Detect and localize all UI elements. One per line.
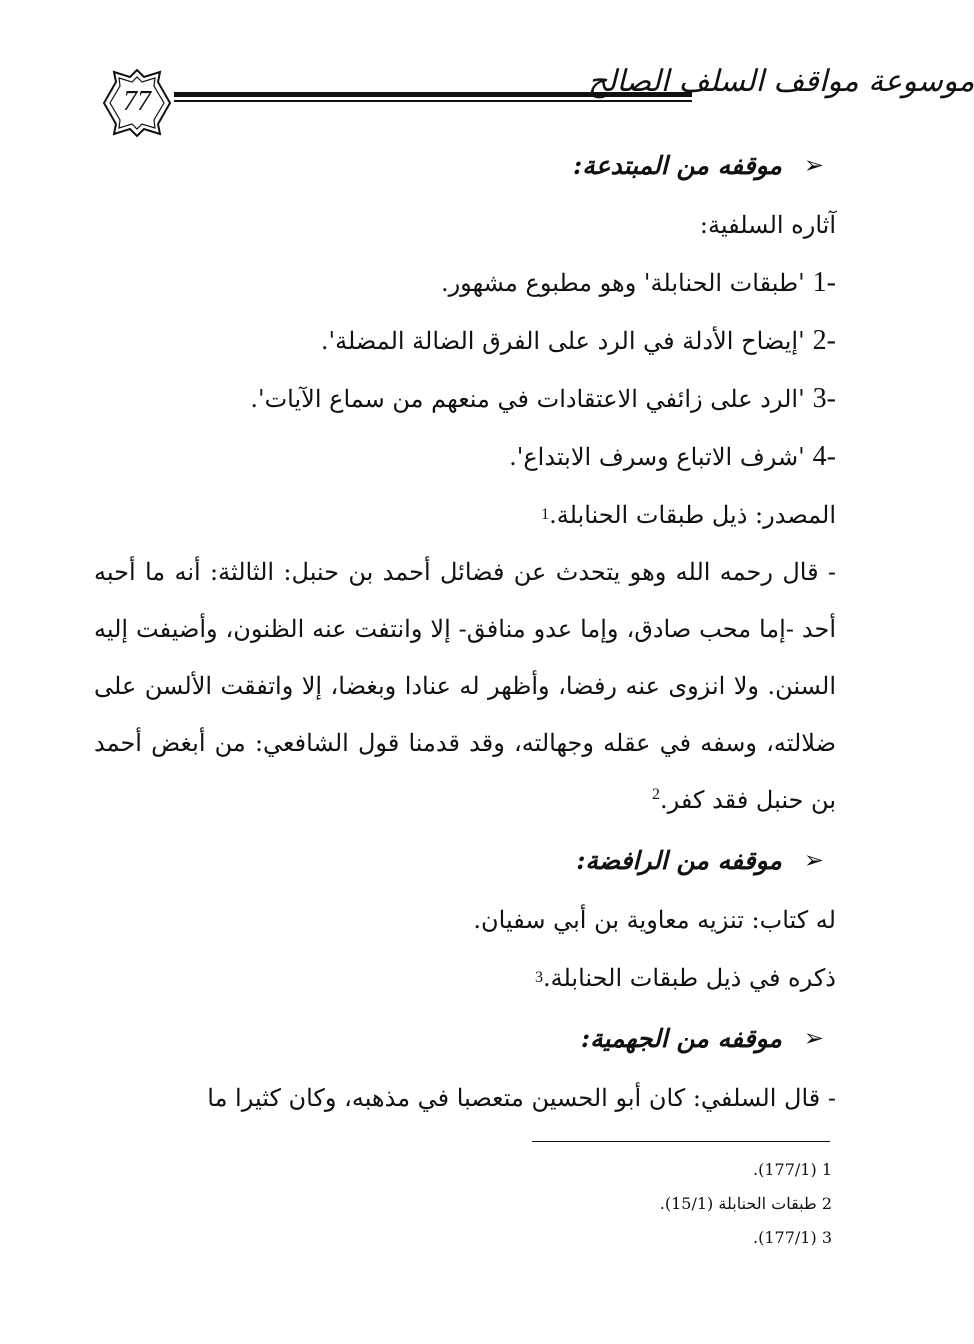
works-intro: آثاره السلفية: xyxy=(699,211,836,239)
main-text xyxy=(94,134,836,1127)
mention-line: ذكره في ذيل طبقات الحنابلة. 3 xyxy=(534,964,836,992)
section-heading-jahmiyya xyxy=(94,1007,836,1069)
footnote-2: 2 طبقات الحنابلة (15/1). xyxy=(659,1193,832,1213)
work-item-4: 4- 'شرف الاتباع وسرف الابتداع'. xyxy=(509,441,836,472)
series-title: موسوعة مواقف السلف الصالح xyxy=(588,64,974,99)
page-number: 77 xyxy=(123,86,151,117)
footnote-3: 3 (177/1). xyxy=(753,1227,832,1247)
footnote-separator xyxy=(532,1141,830,1142)
paragraph-virtues: - قال رحمه الله وهو يتحدث عن فضائل أحمد بن حنبل: الثالثة: أنه ما أحبه أحد -إما محب صادق، وإما عدو منافق- إلا وانتفت عنه الظنون، وأضيفت إليه السنن. ولا انزوى عنه رفضا، وأظهر له عنادا وبغضا، إلا واتفقت الألسن على ضلالته، وسفه في عقله وجهالته، وقد قدمنا قول الشافعي: من أبغض أحمد بن حنبل فقد كفر.$^2$ xyxy=(94,558,836,814)
heading-text: موقفه من المبتدعة: xyxy=(572,150,782,180)
footnotes xyxy=(520,1152,832,1254)
work-item-1: 1- 'طبقات الحنابلة' وهو مطبوع مشهور. xyxy=(440,267,836,298)
source-line: المصدر: ذيل طبقات الحنابلة. 1 xyxy=(541,501,836,529)
heading-text: موقفه من الجهمية: xyxy=(580,1023,782,1053)
heading-text: موقفه من الرافضة: xyxy=(576,845,782,875)
work-item-3: 3- 'الرد على زائفي الاعتقادات في منعهم من سماع الآيات'. xyxy=(250,383,836,414)
footnote-ref-2[interactable]: 2 xyxy=(652,786,661,803)
arrow-bullet-icon: ➢ xyxy=(803,1024,824,1052)
page-number-badge xyxy=(96,68,178,138)
section-heading-rafida xyxy=(94,829,836,891)
book-line: له كتاب: تنزيه معاوية بن أبي سفيان. xyxy=(473,906,836,934)
arrow-bullet-icon: ➢ xyxy=(803,151,824,179)
section-heading-innovators xyxy=(94,134,836,196)
work-item-2: 2- 'إيضاح الأدلة في الرد على الفرق الضالة المضلة'. xyxy=(320,325,836,356)
page-header xyxy=(96,60,974,144)
footnote-1: 1 (177/1). xyxy=(753,1159,832,1179)
paragraph-salafi: - قال السلفي: كان أبو الحسين متعصبا في مذهبه، وكان كثيرا ما xyxy=(207,1084,836,1112)
arrow-bullet-icon: ➢ xyxy=(803,846,824,874)
